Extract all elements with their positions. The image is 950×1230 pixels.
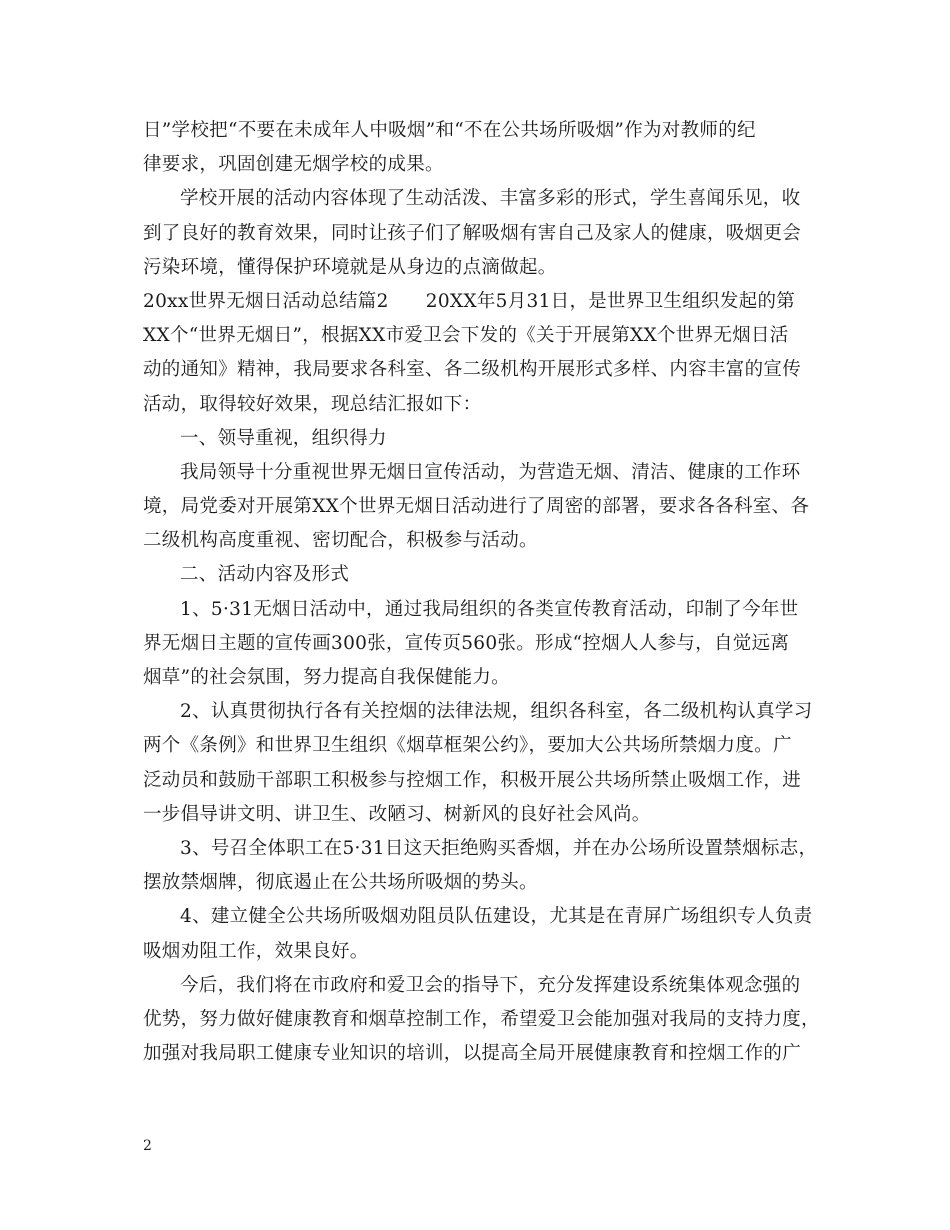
document-body — [143, 114, 820, 1071]
text-line: 2、认真贯彻执行各有关控烟的法律法规，组织各科室，各二级机构认真学习 — [180, 701, 813, 723]
text-line: 吸烟劝阻工作，效果良好。 — [143, 940, 369, 962]
text-line: 境，局党委对开展第XX个世界无烟日活动进行了周密的部署，要求各各科室、各 — [143, 496, 810, 518]
text-line: 学校开展的活动内容体现了生动活泼、丰富多彩的形式，学生喜闻乐见，收 — [180, 188, 801, 210]
text-line: 优势，努力做好健康教育和烟草控制工作，希望爱卫会能加强对我局的支持力度， — [143, 1008, 820, 1030]
text-line: 一、领导重视，组织得力 — [180, 427, 387, 449]
text-line: 加强对我局职工健康专业知识的培训，以提高全局开展健康教育和控烟工作的广 — [143, 1043, 802, 1065]
text-line: 20xx世界无烟日活动总结篇2 20XX年5月31日，是世界卫生组织发起的第 — [143, 290, 796, 312]
text-line: 律要求，巩固创建无烟学校的成果。 — [143, 154, 444, 176]
text-line: 3、号召全体职工在5·31日这天拒绝购买香烟，并在办公场所设置禁烟标志， — [180, 837, 818, 859]
text-line: 4、建立健全公共场所吸烟劝阻员队伍建设，尤其是在青屏广场组织专人负责 — [180, 906, 813, 928]
text-line: 二、活动内容及形式 — [180, 564, 350, 586]
page-number: 2 — [143, 1138, 152, 1154]
text-line: 两个《条例》和世界卫生组织《烟草框架公约》，要加大公共场所禁烟力度。广 — [143, 735, 792, 757]
text-line: 界无烟日主题的宣传画300张，宣传页560张。形成“控烟人人参与，自觉远离 — [143, 632, 790, 654]
text-line: XX个“世界无烟日”，根据XX市爱卫会下发的《关于开展第XX个世界无烟日活 — [143, 325, 789, 347]
text-line: 日”学校把“不要在未成年人中吸烟”和“不在公共场所吸烟”作为对教师的纪 — [143, 120, 756, 141]
text-line: 动的通知》精神，我局要求各科室、各二级机构开展形式多样、内容丰富的宣传 — [143, 359, 802, 381]
text-line: 泛动员和鼓励干部职工积极参与控烟工作，积极开展公共场所禁止吸烟工作，进 — [143, 769, 802, 791]
text-line: 摆放禁烟牌，彻底遏止在公共场所吸烟的势头。 — [143, 872, 538, 894]
text-line: 二级机构高度重视、密切配合，积极参与活动。 — [143, 530, 538, 552]
text-line: 1、5·31无烟日活动中，通过我局组织的各类宣传教育活动，印制了今年世 — [180, 598, 799, 620]
text-line: 今后，我们将在市政府和爱卫会的指导下，充分发挥建设系统集体观念强的 — [180, 974, 801, 996]
text-line: 污染环境，懂得保护环境就是从身边的点滴做起。 — [143, 256, 557, 278]
text-line: 一步倡导讲文明、讲卫生、改陋习、树新风的良好社会风尚。 — [143, 803, 651, 825]
text-line: 到了良好的教育效果，同时让孩子们了解吸烟有害自己及家人的健康，吸烟更会 — [143, 222, 802, 244]
text-line: 我局领导十分重视世界无烟日宣传活动，为营造无烟、清洁、健康的工作环 — [180, 461, 801, 483]
text-line: 烟草”的社会氛围，努力提高自我保健能力。 — [143, 667, 510, 688]
text-line: 活动，取得较好效果，现总结汇报如下： — [143, 393, 482, 415]
